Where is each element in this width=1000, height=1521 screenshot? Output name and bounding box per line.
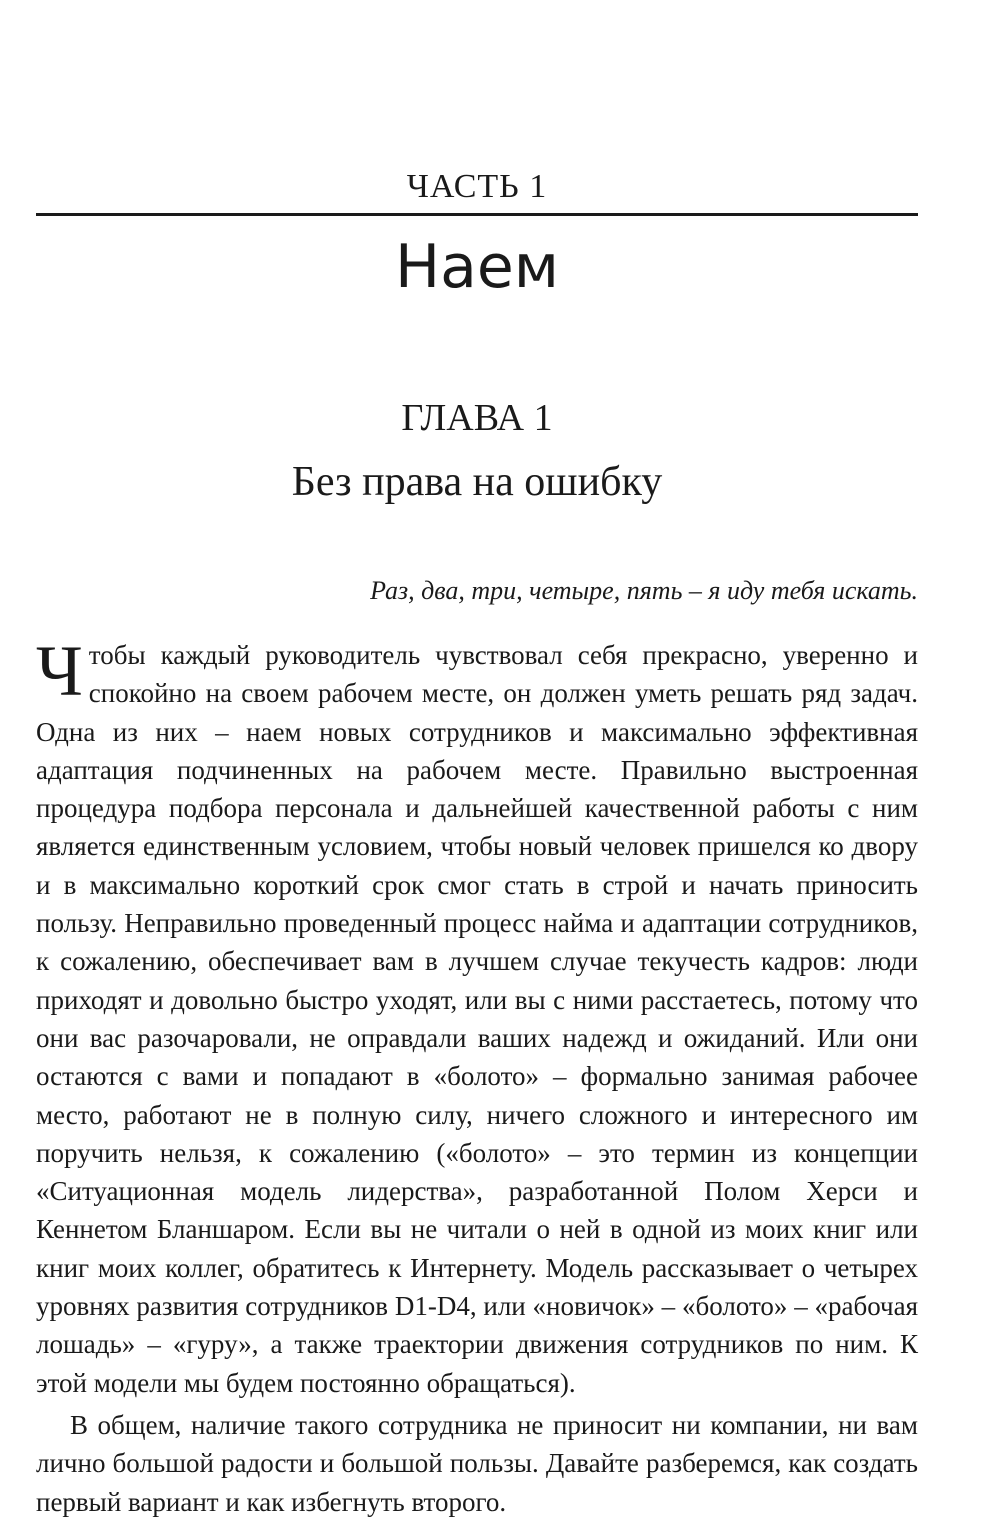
part-title: Наем: [394, 232, 560, 302]
paragraph: Чтобы каждый руководитель чувствовал себя прекрасно, уверенно и спокойно на своем рабочем месте, он должен уметь решать ряд задач. Одна из них – наем новых сотрудников и максимально эффективная адаптация подчиненных на рабочем месте. Правильно выстроенная процедура подбора персонала и дальнейшей качественной работы с ним является единственным условием, чтобы новый человек пришелся ко двору и в максимально короткий срок смог стать в строй и начать приносить пользу. Неправильно проведенный процесс найма и адаптации сотрудников, к сожалению, обеспечивает вам в лучшем случае текучесть кадров: люди приходят и довольно быстро уходят, или вы с ними расстаетесь, потому что они вас разочаровали, не оправдали ваших надежд и ожиданий. Или они остаются с вами и попадают в «болото» – формально занимая рабочее место, работают не в полную силу, ничего сложного и интересного им поручить нельзя, к сожалению («болото» – это термин из концепции «Ситуационная модель лидерства», разработанной Полом Херси и Кеннетом Бланшаром. Если вы не читали о ней в одной из моих книг или книг моих коллег, обратитесь к Интернету. Модель рассказывает о четырех уровнях развития сотрудников D1-D4, или «новичок» – «болото» – «рабочая лошадь» – «гуру», а также траектории движения сотрудников по ним. К этой модели мы будем постоянно обращаться).: [36, 631, 918, 1398]
book-page: [36, 0, 918, 1517]
epigraph: Раз, два, три, четыре, пять – я иду тебя искать.: [370, 576, 918, 605]
chapter-body: [36, 631, 918, 1521]
paragraph: В общем, наличие такого сотрудника не приносит ни компании, ни вам лично большой радости и большой пользы. Давайте разберемся, как создать первый вариант и как избегнуть второго.: [36, 1409, 918, 1517]
chapter-title: Без права на ошибку: [291, 459, 663, 505]
part-divider: [36, 213, 918, 216]
part-label: ЧАСТЬ 1: [406, 168, 548, 205]
chapter-label: ГЛАВА 1: [401, 397, 553, 439]
